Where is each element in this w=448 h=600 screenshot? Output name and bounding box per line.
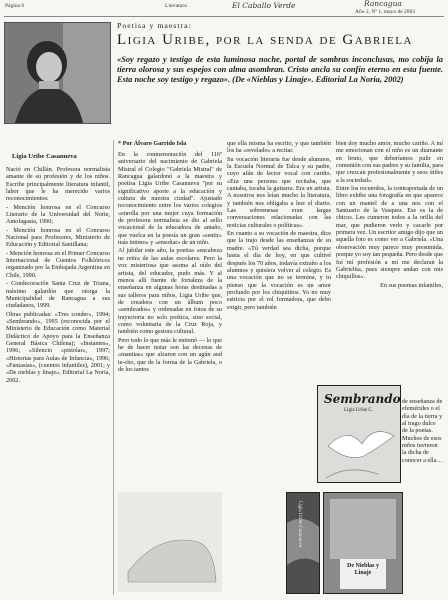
article-paragraph: bien doy mucho amor, mucho cariño. A mí me emocionan con el niño es un diamante en bruto, que deberíamos pulir en comunión con sus padres y su familia, para que crezcan profesionalmente y seos útiles a la sociedad». bbox=[336, 140, 443, 184]
book-cover-art bbox=[324, 493, 402, 593]
article-lead: «Soy regazo y testigo de esta luminosa noche, portal de sombras inconclusas, mo cobija la tierra olorosa y sus espejos con alma asombran. Cristo ancla su confín eterno en esta fuente. Esta noche soy testigo y regazo». (De «Nieblas y Linaje». Editorial La Noria, 2002) bbox=[117, 55, 443, 84]
sidebar-paragraph: - Mención honrosa en el Concurso Nacional para Profesores, Ministerio de Educación y Editorial Santillana; bbox=[6, 226, 110, 249]
sidebar-paragraph: - Mención honrosa en el Concurso Literario de la Universidad del Norte, Antofagasta, 1990; bbox=[6, 203, 110, 226]
book-cover-sembrando bbox=[317, 385, 401, 483]
book-cover-art bbox=[287, 493, 319, 593]
article-paragraph: En sus poemas infantiles, bbox=[380, 281, 443, 289]
book-spine-text: Ligia Uribe Casanueva bbox=[297, 501, 302, 548]
article-paragraph: En cuanto a su vocación de maestra, dice que la trajo desde las enseñanzas de su madre. «Tú verdad sea dicha, porque hasta el día de hoy, en que cultivé después los 70 años, todavía extraño a los alumnos y quisiera volver al colegio. Es una vocación que no se termina, y tu pienso que la vocación es un amor profundo por los chiquititos. Yo no muy estricta por el rol formadora, que debo exigir, pero también bbox=[227, 230, 331, 311]
issue-label: Año 2, Nº 1, mayo de 2003 bbox=[355, 9, 416, 15]
sidebar-paragraph: - Condecoración Santa Cruz de Triana, máximo galardón que otorga la Municipalidad de Rancagua a sus ciudadanos, 1999. bbox=[6, 280, 110, 310]
page-number: Página 6 bbox=[5, 3, 25, 9]
newspaper-brand: El Caballo Verde bbox=[232, 1, 296, 10]
illustration-drawing bbox=[118, 492, 222, 592]
sidebar-bio bbox=[6, 166, 110, 385]
column-divider bbox=[113, 140, 114, 595]
article-paragraph: Entre los recuerdos, la contraportada de un libro exhibe una fotografía en que aparece con un mantel de a una nos con el Santuario de la Vasquez. Ese es la de chicos. Les cumeron todos a la orilla del mar, que pudieron verlo y cacarle por primera vez. Un escritor amigo dijo que un aquella foto es como ver a Gabriela. «Una observación muy parece muy presumida, porque yo soy tan pequeña. Pero desde que fuí mí profesión a mí me declaran la Gabrielita, pues siempre andan con mis chiquillos». bbox=[336, 185, 443, 281]
portrait-image bbox=[5, 23, 110, 123]
article-paragraph: Su vocación literaria fue desde alumnos, la Escuela Normal de Talca y su padre, cuyo afán de lector vocal con cariño. «Era una persona que recitaba, que cantaba, tocaba la guitarra. Era un artista. A nosotros nos leían mucho la literatura, y también nos obligaba a leer el diario. Las sobremesas eran largas conversaciones relacionadas con las noticias culturales o políticas». bbox=[227, 155, 331, 229]
book-title: De Nieblas y Linaje bbox=[347, 563, 379, 576]
photo-caption: Ligia Uribe Casanueva bbox=[12, 153, 77, 160]
article-paragraph: Pero todo lo que más le entrenó — lo que he de hacer notar son las decenas de «manitas» que alzaron con un agún aud te-cho, que de la forma de la Gabriela, o de los tantos bbox=[118, 336, 222, 373]
author-photo bbox=[4, 22, 111, 124]
city-label: Rancagua bbox=[364, 0, 402, 8]
article-column-2 bbox=[118, 151, 222, 374]
article-kicker: Poetisa y maestra: bbox=[117, 21, 192, 30]
header-rule bbox=[4, 16, 444, 17]
article-paragraph: que ella misma ha escrito, y que también los ha «revelado» a recitar. bbox=[227, 140, 331, 155]
illustration-image bbox=[118, 492, 222, 592]
article-column-3 bbox=[227, 140, 331, 312]
article-column-4-tail: de enseñanza de efemérides o el día de la tierra y al trago dulce de la poetas. Muchos de esos niños tuvieron la dicha de conocer a ella… bbox=[402, 398, 443, 464]
section-label: Literatura bbox=[165, 3, 187, 9]
article-byline: * Por Álvaro Garrido Isla bbox=[118, 140, 187, 147]
article-column-4 bbox=[336, 140, 443, 290]
sidebar-paragraph: - Mención honrosa en el Primer Concurso Internacional de Cuentos Folklóricos organizado por la Embajada Argentina en Chile, 1990. bbox=[6, 249, 110, 279]
book-title: Sembrando bbox=[324, 392, 401, 406]
sidebar-paragraph: Obras publicadas: «Tres conder», 1994; «Sembrando», 1995 (reconocida por el Ministerio de Educación como Material Didáctico de Apoyo para la Enseñanza General Básica Chilena); «Instantes», 1996; «Silencio «pistolar», 1997; «Historias para Aulas de Infancia», 1996; «Fantasías», (cuentos infantiles), 2001; y «De nieblas y linaje», Editorial La Noria, 2002. bbox=[6, 310, 110, 384]
sidebar-paragraph: Nació en Chillán. Profesora normalista amante de su profesión y de los niños. Escribe principalmente literatura infantil, labor que le ha merecido varios reconocimientos: bbox=[6, 166, 110, 203]
article-paragraph: Al jubilar este año, la poetisa «encabeza ne retira de las aulas escolares. Pero la voz misteriosa que asoma al oído del artista, del educador, pudo más. Y al menos allí fuente de fortaleza de la enseñanza en algunas horas destinadas a sus talleres para niños, Ligia Uribe que, de creadora con un álbum poco «sembrados» y ordenadas en fotos de su trayectoria no solo poética, sino social, como voluntaria de la Cruz Roja, y también como gestora cultural. bbox=[118, 247, 222, 336]
book-author: Ligia Uribe C. bbox=[344, 408, 374, 413]
book-cover-spine bbox=[286, 492, 320, 594]
article-paragraph: En la conmemoración del 116º aniversario del nacimiento de Gabriela Mistral el Colegio "Gabriela Mistral" de Rancagua galardonó a la maestra y poetisa Ligia Uribe Casanueva "por su significativo aporte a la educación y cultura de nuestra ciudad". Ajustado reconocimiento entre los varios colegios «enrolla por una mujer cuya formación de profesora normalista se dio al sello vocacional de la educadora de antaño, que vuelca en la poesía un gran «sentir» más intimo» y «ensoñar» de un niño. bbox=[118, 151, 222, 247]
article-title: Ligia Uribe, por la senda de Gabriela bbox=[117, 32, 413, 48]
book-cover-nieblas bbox=[323, 492, 403, 594]
